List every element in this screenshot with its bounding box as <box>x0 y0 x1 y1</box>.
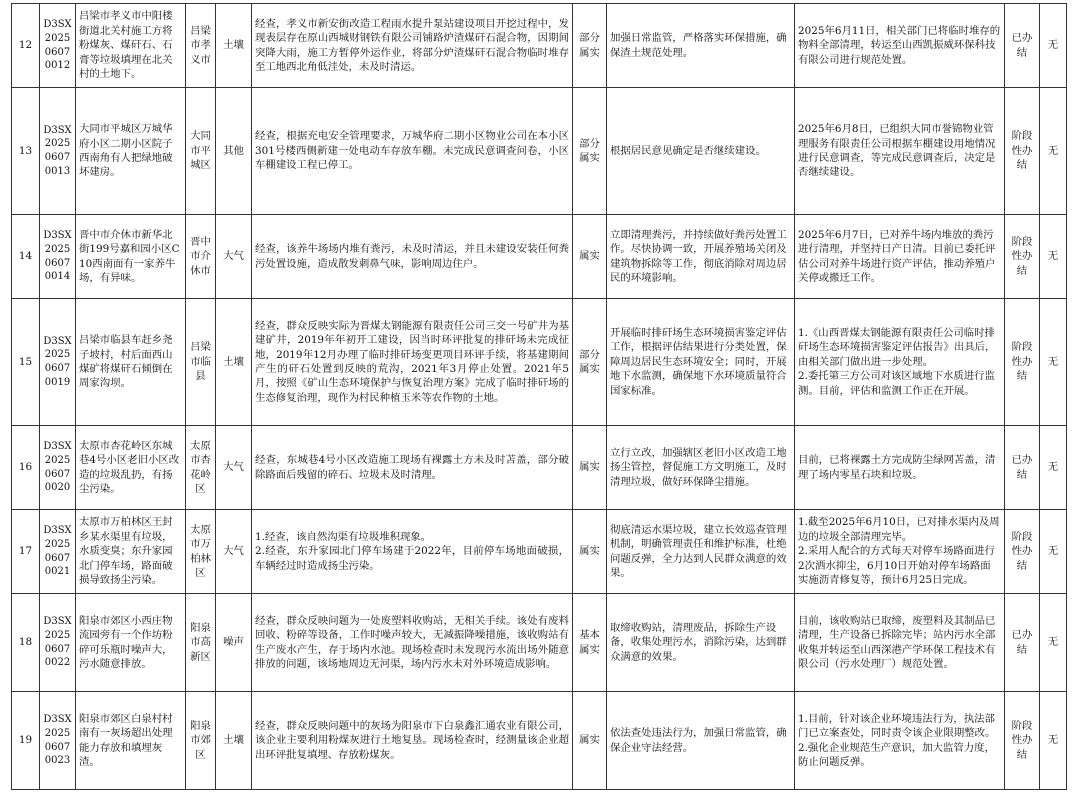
row-number-cell: 15 <box>12 299 40 426</box>
investigation-result-cell: 经查，群众反映问题中的灰场为阳泉市下白泉鑫汇通农业有限公司，该企业主要利用粉煤灰进行土地复垦。现场检查时，经测量该企业超出环评批复填埋、存放粉煤灰。 <box>252 692 573 790</box>
completion-status-cell: 阶段性办结 <box>1005 510 1040 594</box>
rectification-measures-cell: 取缔收购站，清理废品，拆除生产设备，收集处理污水，消除污染，达到群众满意的效果。 <box>607 594 795 692</box>
rectification-measures-cell: 加强日常监管，严格落实环保措施，确保渣土规范处理。 <box>607 4 795 88</box>
pollution-type-cell: 其他 <box>216 88 252 215</box>
validity-status-cell: 属实 <box>573 692 607 790</box>
case-code-cell: D3SX202506070013 <box>40 88 76 215</box>
administrative-area-cell: 晋中市介休市 <box>186 215 216 299</box>
row-number-cell: 14 <box>12 215 40 299</box>
pollution-type-cell: 大气 <box>216 426 252 510</box>
handling-result-cell: 2025年6月7日，已对养牛场内堆放的粪污进行清理，并坚持日产日清。目前已委托评估公司对养牛场进行资产评估，推动养殖户关停或搬迁工作。 <box>795 215 1005 299</box>
investigation-result-cell: 经查，该养牛场场内堆有粪污，未及时清运，并且未建设安装任何粪污处置设施，造成散发刺鼻气味，影响周边住户。 <box>252 215 573 299</box>
pollution-type-cell: 土壤 <box>216 299 252 426</box>
accountability-info-cell: 无 <box>1040 594 1067 692</box>
completion-status-cell: 阶段性办结 <box>1005 215 1040 299</box>
validity-status-cell: 部分属实 <box>573 299 607 426</box>
pollution-type-cell: 大气 <box>216 510 252 594</box>
administrative-area-cell: 吕梁市孝义市 <box>186 4 216 88</box>
completion-status-cell: 已办结 <box>1005 4 1040 88</box>
row-number-cell: 13 <box>12 88 40 215</box>
completion-status-cell: 已办结 <box>1005 426 1040 510</box>
case-code-cell: D3SX202506070022 <box>40 594 76 692</box>
completion-status-cell: 阶段性办结 <box>1005 299 1040 426</box>
row-number-cell: 19 <box>12 692 40 790</box>
table-row <box>12 4 1067 88</box>
complaint-content-cell: 大同市平城区万城华府小区二期小区院子西南角有人把绿地破坏建房。 <box>76 88 186 215</box>
investigation-result-cell: 经查，根据充电安全管理要求，万城华府二期小区物业公司在本小区301号楼西侧新建一处电动车存放车棚。未完成民意调查问卷，小区车棚建设工程已停工。 <box>252 88 573 215</box>
rectification-measures-cell: 根据居民意见确定是否继续建设。 <box>607 88 795 215</box>
accountability-info-cell: 无 <box>1040 510 1067 594</box>
investigation-result-cell: 经查，群众反映实际为晋煤太钢能源有限责任公司三交一号矿井为基建矿井，2019年年初开工建设，因当时环评批复的排矸场未完成征地，2019年12月办理了临时排矸场变更项目环评手续，将基建期间产生的矸石处置到反映的荒沟，2021年3月停止处置。2021年5月，按照《矿山生态环境保护与恢复治理方案》完成了临时排矸场的生态修复治理，现作为村民种植玉米等农作物的土地。 <box>252 299 573 426</box>
investigation-result-cell: 经查，群众反映问题为一处废塑料收购站，无相关手续。该处有废料回收、粉碎等设备，工作时噪声较大，无减振降噪措施，该收购站有生产废水产生，存于场内水池。现场检查时未发现污水流出场外随意排放的问题，该场地周边无河渠，场内污水未对外环境造成影响。 <box>252 594 573 692</box>
handling-result-cell: 2025年6月8日，已组织大同市誉锦物业管理服务有限责任公司根据车棚建设用地情况进行民意调查，等完成民意调查后，决定是否继续建设。 <box>795 88 1005 215</box>
case-code-cell: D3SX202506070020 <box>40 426 76 510</box>
handling-result-cell: 目前，该收购站已取缔，废塑料及其制品已清理，生产设备已拆除完毕；站内污水全部收集并转运至山西深港产学环保工程技术有限公司（污水处理厂）规范处置。 <box>795 594 1005 692</box>
administrative-area-cell: 阳泉市高新区 <box>186 594 216 692</box>
row-number-cell: 16 <box>12 426 40 510</box>
table-row <box>12 299 1067 426</box>
accountability-info-cell: 无 <box>1040 215 1067 299</box>
rectification-measures-cell: 依法查处违法行为，加强日常监管，确保企业守法经营。 <box>607 692 795 790</box>
complaint-content-cell: 晋中市介休市新华北街199号嘉和园小区C10西南面有一家养牛场，有异味。 <box>76 215 186 299</box>
completion-status-cell: 已办结 <box>1005 594 1040 692</box>
row-number-cell: 12 <box>12 4 40 88</box>
validity-status-cell: 属实 <box>573 426 607 510</box>
investigation-result-cell: 经查，孝义市新安街改造工程雨水提升泵站建设项目开挖过程中，发现表层存在原山西城财钢铁有限公司铺路炉渣煤矸石混合物，因期间突降大雨，施工方暂停外运作业，将部分炉渣煤矸石混合物临时堆存至工地西北角低洼处，未及时清运。 <box>252 4 573 88</box>
handling-result-cell: 1.《山西晋煤太钢能源有限责任公司临时排矸场生态环境损害鉴定评估报告》出具后，由相关部门做出进一步处理。 2.委托第三方公司对该区域地下水质进行监测。目前，评估和监测工作正在开展。 <box>795 299 1005 426</box>
handling-result-cell: 1.截至2025年6月10日，已对排水渠内及周边的垃圾全部清理完毕。 2.采用人配合的方式每天对停车场路面进行2次洒水抑尘，6月10日开始对停车场路面实施沥青修复等，预计6月25日完成。 <box>795 510 1005 594</box>
case-code-cell: D3SX202506070021 <box>40 510 76 594</box>
complaint-content-cell: 太原市万柏林区王封乡某水渠里有垃圾，水质变臭；东升家园北门停车场，路面破损导致扬尘污染。 <box>76 510 186 594</box>
accountability-info-cell: 无 <box>1040 4 1067 88</box>
pollution-type-cell: 土壤 <box>216 692 252 790</box>
validity-status-cell: 基本属实 <box>573 594 607 692</box>
validity-status-cell: 部分属实 <box>573 4 607 88</box>
handling-result-cell: 2025年6月11日，相关部门已将临时堆存的物料全部清理，转运至山西凯振威环保科技有限公司进行规范处置。 <box>795 4 1005 88</box>
accountability-info-cell: 无 <box>1040 88 1067 215</box>
accountability-info-cell: 无 <box>1040 426 1067 510</box>
case-code-cell: D3SX202506070019 <box>40 299 76 426</box>
table-row <box>12 594 1067 692</box>
pollution-type-cell: 土壤 <box>216 4 252 88</box>
table-row <box>12 426 1067 510</box>
administrative-area-cell: 太原市万柏林区 <box>186 510 216 594</box>
complaint-table <box>11 3 1067 790</box>
table-row <box>12 692 1067 790</box>
table-body <box>12 4 1067 790</box>
complaint-content-cell: 阳泉市郊区白泉村村南有一灰场超出处理能力存放和填埋灰渣。 <box>76 692 186 790</box>
table-row <box>12 215 1067 299</box>
case-code-cell: D3SX202506070014 <box>40 215 76 299</box>
administrative-area-cell: 太原市杏花岭区 <box>186 426 216 510</box>
complaint-content-cell: 太原市杏花岭区东城巷4号小区老旧小区改造的垃圾乱扔，有扬尘污染。 <box>76 426 186 510</box>
investigation-result-cell: 1.经查，该自然沟渠有垃圾堆积现象。 2.经查，东升家园北门停车场建于2022年，目前停车场地面破损，车辆经过时造成扬尘污染。 <box>252 510 573 594</box>
completion-status-cell: 阶段性办结 <box>1005 88 1040 215</box>
complaint-content-cell: 吕梁市临县车赶乡尧子坡村，村后面西山煤矿将煤矸石倾倒在周家沟坝。 <box>76 299 186 426</box>
validity-status-cell: 部分属实 <box>573 88 607 215</box>
case-code-cell: D3SX202506070012 <box>40 4 76 88</box>
rectification-measures-cell: 开展临时排矸场生态环境损害鉴定评估工作，根据评估结果进行分类处置，保障周边居民生态环境安全；同时，开展地下水监测，确保地下水环境质量符合国家标准。 <box>607 299 795 426</box>
row-number-cell: 17 <box>12 510 40 594</box>
rectification-measures-cell: 立即清理粪污，并持续做好粪污处置工作。尽快协调一致，开展养殖场关闭及建筑物拆除等工作，彻底消除对周边居民的环境影响。 <box>607 215 795 299</box>
accountability-info-cell: 无 <box>1040 299 1067 426</box>
accountability-info-cell: 无 <box>1040 692 1067 790</box>
case-code-cell: D3SX202506070023 <box>40 692 76 790</box>
handling-result-cell: 1.目前，针对该企业环境违法行为，执法部门已立案查处，同时责令该企业限期整改。 2.强化企业规范生产意识，加大监管力度，防止问题反弹。 <box>795 692 1005 790</box>
pollution-type-cell: 噪声 <box>216 594 252 692</box>
complaint-content-cell: 吕梁市孝义市中阳楼街道北关村施工方将粉煤灰、煤矸石、石膏等垃圾填埋在北关村的土地下。 <box>76 4 186 88</box>
administrative-area-cell: 大同市平城区 <box>186 88 216 215</box>
rectification-measures-cell: 立行立改，加强辖区老旧小区改造工地扬尘管控，督促施工方文明施工，及时清理垃圾，做好环保降尘措施。 <box>607 426 795 510</box>
validity-status-cell: 属实 <box>573 510 607 594</box>
row-number-cell: 18 <box>12 594 40 692</box>
completion-status-cell: 阶段性办结 <box>1005 692 1040 790</box>
investigation-result-cell: 经查，东城巷4号小区改造施工现场有裸露土方未及时苫盖，部分破除路面后残留的碎石、垃圾未及时清理。 <box>252 426 573 510</box>
rectification-measures-cell: 彻底清运水渠垃圾，建立长效巡查管理机制，明确管理责任和维护标准，杜绝问题反弹，全力达到人民群众满意的效果。 <box>607 510 795 594</box>
handling-result-cell: 目前，已将裸露土方完成防尘绿网苫盖，清理了场内零星石块和垃圾。 <box>795 426 1005 510</box>
table-row <box>12 510 1067 594</box>
table-row <box>12 88 1067 215</box>
pollution-type-cell: 大气 <box>216 215 252 299</box>
administrative-area-cell: 吕梁市临县 <box>186 299 216 426</box>
complaint-content-cell: 阳泉市郊区小西庄物流园旁有一个作坊粉碎可乐瓶时噪声大，污水随意排放。 <box>76 594 186 692</box>
validity-status-cell: 属实 <box>573 215 607 299</box>
administrative-area-cell: 阳泉市郊区 <box>186 692 216 790</box>
